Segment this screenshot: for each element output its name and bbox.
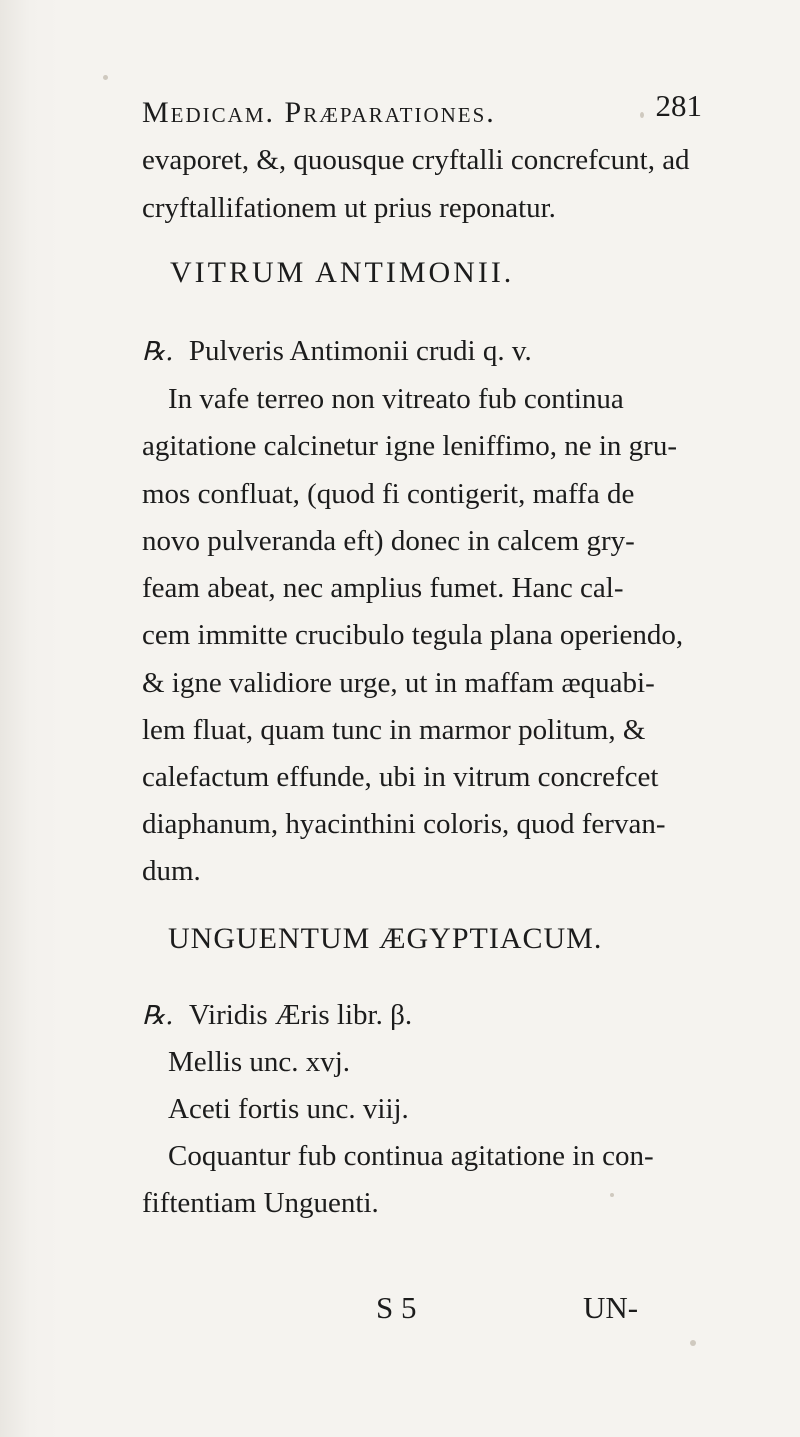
- recipe-ingredient: Pulveris Antimonii crudi q. v.: [188, 335, 532, 367]
- paper-speck: [690, 1340, 696, 1346]
- paper-speck: [610, 1193, 614, 1197]
- text-line: & igne validiore urge, ut in maffam æquabi-: [142, 667, 655, 699]
- text-line: evaporet, &, quousque cryftalli concrefcunt, ad: [142, 144, 690, 176]
- catchword: UN-: [583, 1290, 639, 1325]
- text-line: agitatione calcinetur igne leniffimo, ne in gru-: [142, 430, 677, 462]
- page-number: 281: [655, 88, 702, 123]
- text-line: novo pulveranda eft) donec in calcem gry-: [142, 525, 635, 557]
- running-head: Medicam. Præparationes.: [142, 96, 496, 129]
- text-line: In vafe terreo non vitreato fub continua: [168, 383, 624, 415]
- recipe-symbol: ℞.: [142, 337, 174, 367]
- text-line: mos confluat, (quod fi contigerit, maffa de: [142, 478, 635, 510]
- paper-speck: [640, 112, 644, 118]
- recipe-ingredient: Mellis unc. xvj.: [168, 1046, 351, 1078]
- text-line: dum.: [142, 855, 201, 887]
- text-line: feam abeat, nec amplius fumet. Hanc cal-: [142, 572, 624, 604]
- text-line: cem immitte crucibulo tegula plana operiendo,: [142, 619, 684, 651]
- section-heading-unguentum-aegyptiacum: UNGUENTUM ÆGYPTIACUM.: [168, 922, 603, 955]
- section-heading-vitrum-antimonii: VITRUM ANTIMONII.: [170, 256, 515, 289]
- page-footer: [0, 1290, 800, 1340]
- page-header: [142, 86, 702, 136]
- text-line: Coquantur fub continua agitatione in con-: [168, 1140, 654, 1172]
- signature-mark: S 5: [376, 1290, 417, 1325]
- recipe-ingredient: Viridis Æris libr. β.: [188, 999, 413, 1031]
- text-line: lem fluat, quam tunc in marmor politum, &: [142, 714, 646, 746]
- paper-speck: [103, 75, 108, 80]
- recipe-line: [142, 331, 532, 372]
- text-line: calefactum effunde, ubi in vitrum concrefcet: [142, 761, 659, 793]
- recipe-line: [142, 995, 412, 1036]
- text-line: cryftallifationem ut prius reponatur.: [142, 192, 556, 224]
- recipe-symbol: ℞.: [142, 1001, 174, 1031]
- text-line: fiftentiam Unguenti.: [142, 1187, 379, 1219]
- text-line: diaphanum, hyacinthini coloris, quod fervan-: [142, 808, 666, 840]
- recipe-ingredient: Aceti fortis unc. viij.: [168, 1093, 409, 1125]
